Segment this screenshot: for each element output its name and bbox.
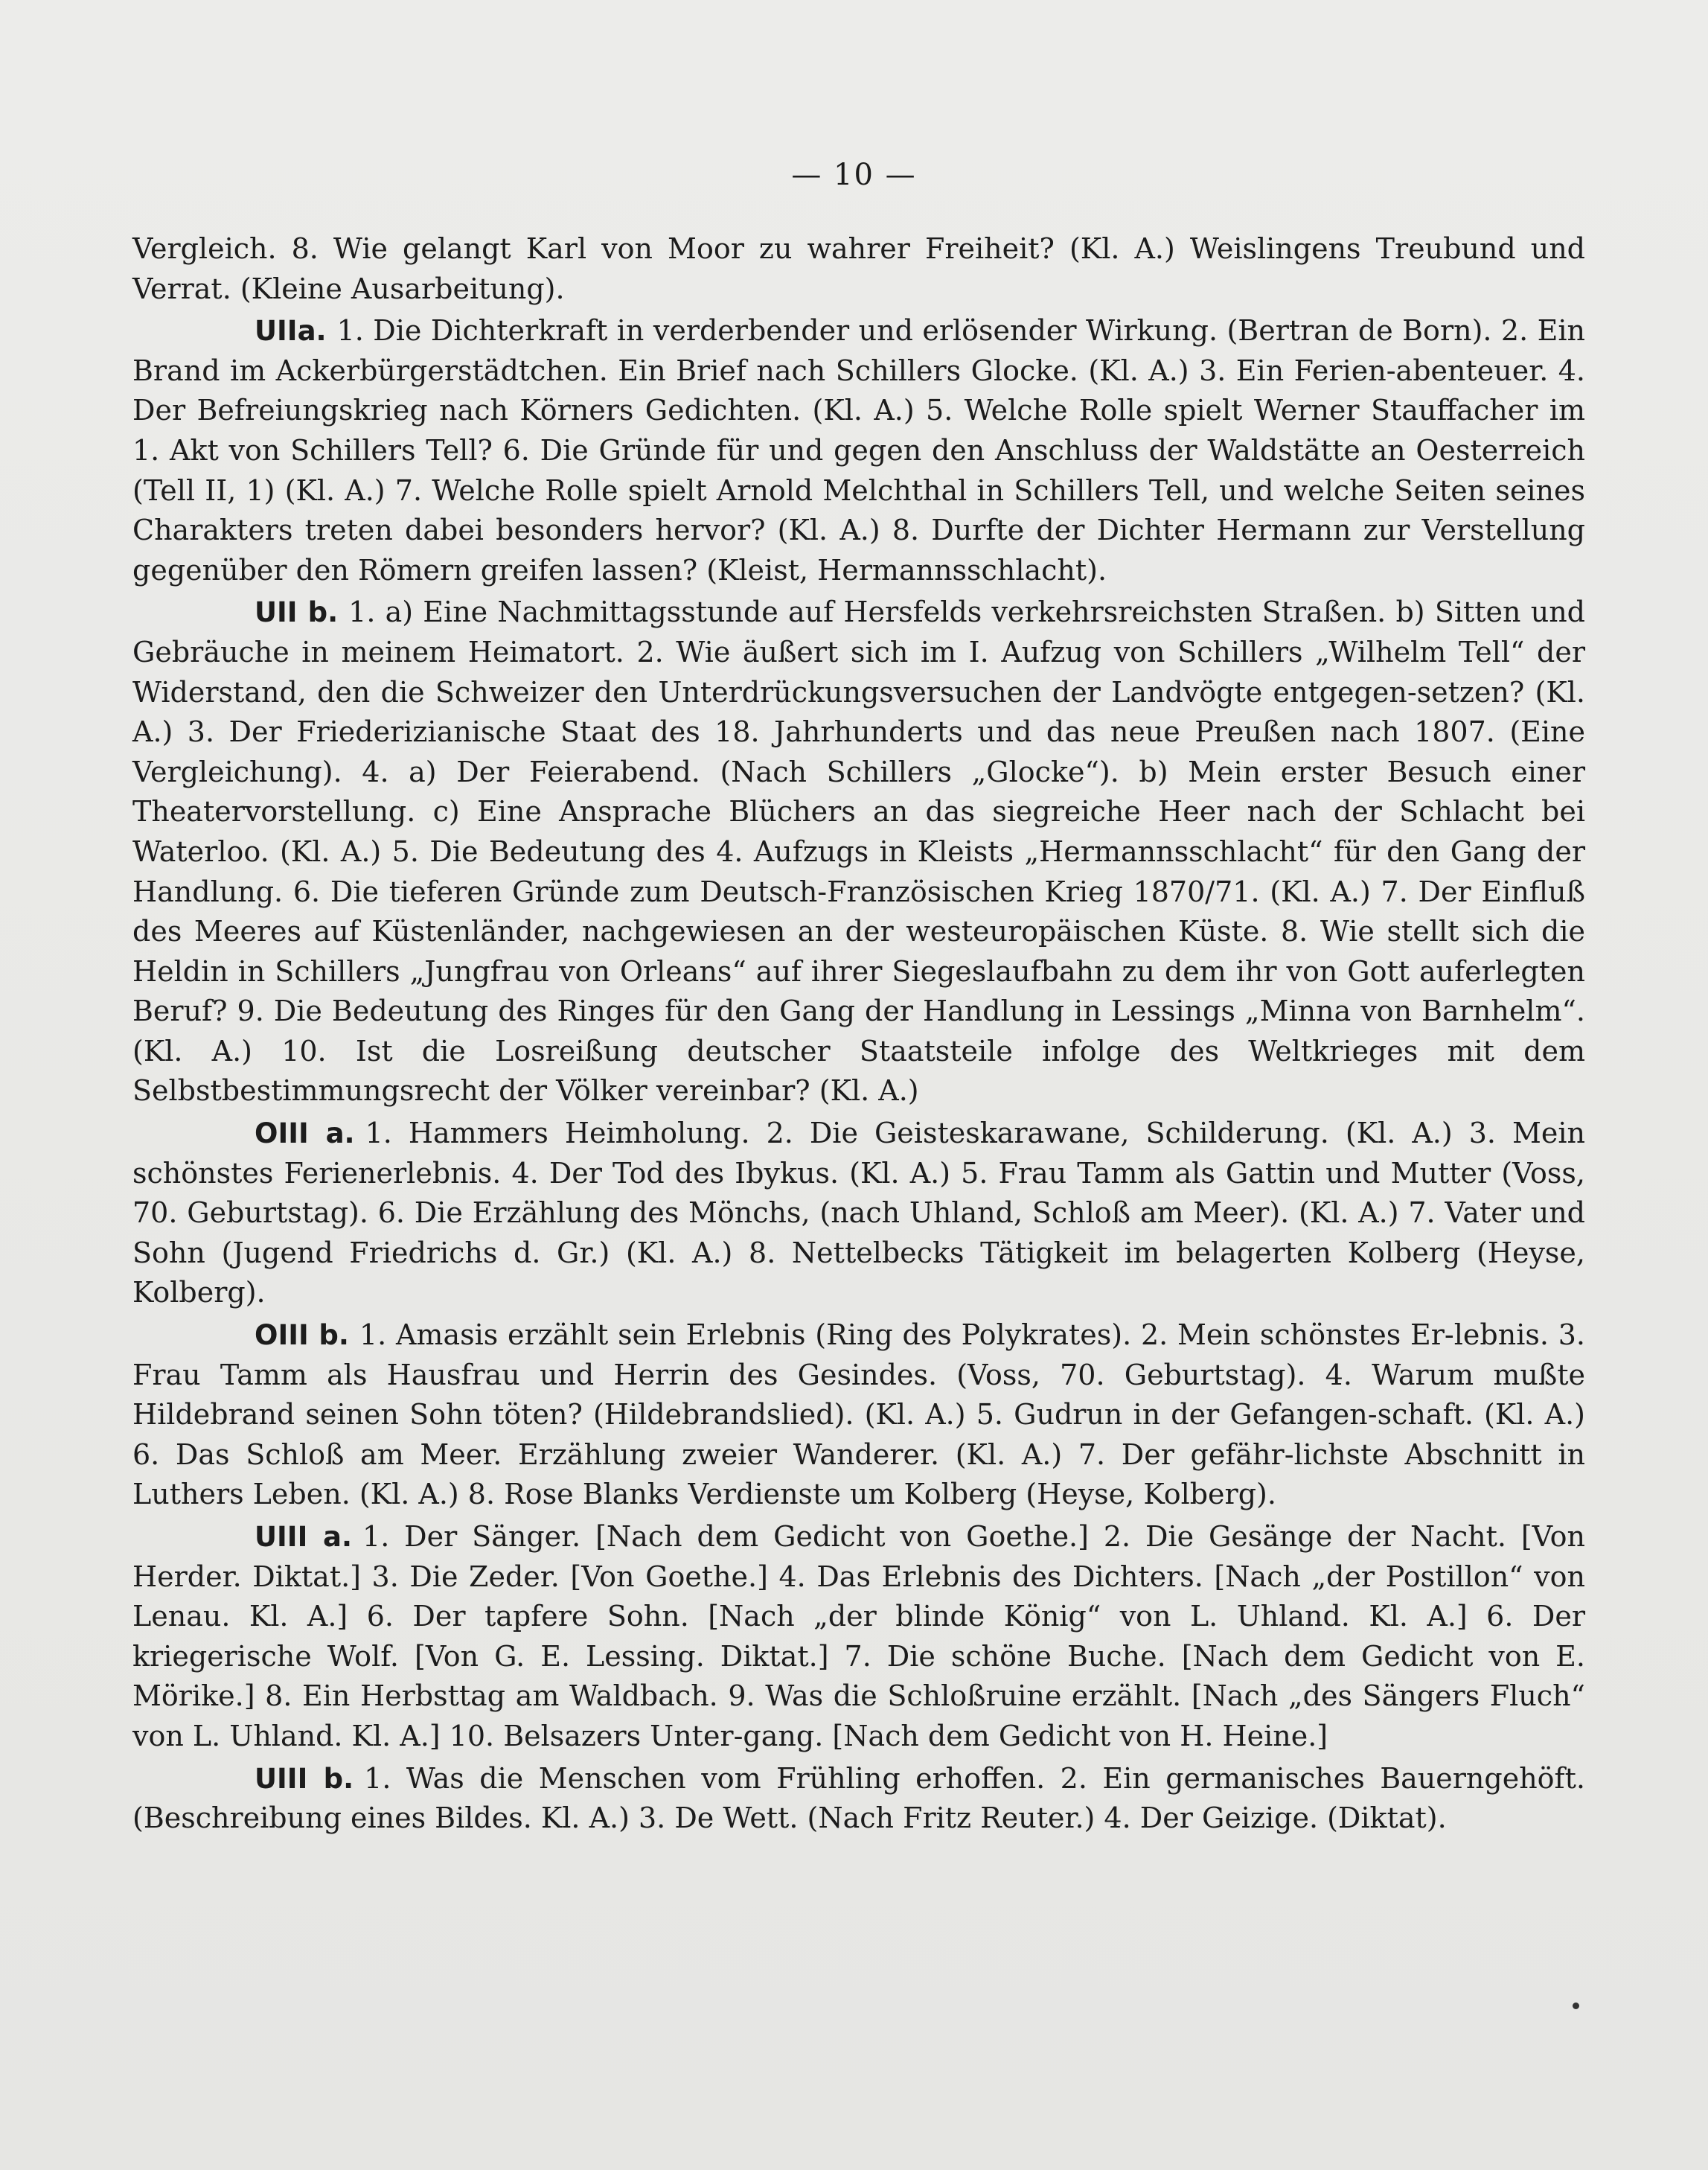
- paragraph-text: Vergleich. 8. Wie gelangt Karl von Moor zu wahrer Freiheit? (Kl. A.) Weislingens Treubund und Verrat. (Kleine Ausarbeitung).: [132, 232, 1585, 305]
- paragraph-oiiia: [132, 1114, 1585, 1313]
- class-label: OIII b.: [255, 1319, 349, 1352]
- class-label: UIII a.: [255, 1521, 353, 1553]
- document-body: [132, 229, 1585, 1841]
- paragraph-text: 1. a) Eine Nachmittagsstunde auf Hersfelds verkehrsreichsten Straßen. b) Sitten und Gebräuche in meinem Heimatort. 2. Wie äußert sich im I. Aufzug von Schillers „Wilhelm Tell“ der Widerstand, den die Schweizer den Unterdrückungsversuchen der Landvögte entgegen-setzen? (Kl. A.) 3. Der Friederizianische Staat des 18. Jahrhunderts und das neue Preußen nach 1807. (Eine Vergleichung). 4. a) Der Feierabend. (Nach Schillers „Glocke“). b) Mein erster Besuch einer Theatervorstellung. c) Eine Ansprache Blüchers an das siegreiche Heer nach der Schlacht bei Waterloo. (Kl. A.) 5. Die Bedeutung des 4. Aufzugs in Kleists „Hermannsschlacht“ für den Gang der Handlung. 6. Die tieferen Gründe zum Deutsch-Französischen Krieg 1870/71. (Kl. A.) 7. Der Einfluß des Meeres auf Küstenländer, nachgewiesen an der westeuropäischen Küste. 8. Wie stellt sich die Heldin in Schillers „Jungfrau von Orleans“ auf ihrer Siegeslaufbahn zu dem ihr von Gott auferlegten Beruf? 9. Die Bedeutung des Ringes für den Gang der Handlung in Lessings „Minna von Barnhelm“. (Kl. A.) 10. Ist die Losreißung deutscher Staatsteile infolge des Weltkrieges mit dem Selbstbestimmungsrecht der Völker vereinbar? (Kl. A.): [132, 596, 1585, 1108]
- paragraph-uiia: [132, 311, 1585, 590]
- paragraph-text: 1. Die Dichterkraft in verderbender und erlösender Wirkung. (Bertran de Born). 2. Ein Brand im Ackerbürgerstädtchen. Ein Brief nach Schillers Glocke. (Kl. A.) 3. Ein Ferien-abenteuer. 4. Der Befreiungskrieg nach Körners Gedichten. (Kl. A.) 5. Welche Rolle spielt Werner Stauffacher im 1. Akt von Schillers Tell? 6. Die Gründe für und gegen den Anschluss der Waldstätte an Oesterreich (Tell II, 1) (Kl. A.) 7. Welche Rolle spielt Arnold Melchthal in Schillers Tell, und welche Seiten seines Charakters treten dabei besonders hervor? (Kl. A.) 8. Durfte der Dichter Hermann zur Verstellung gegenüber den Römern greifen lassen? (Kleist, Hermannsschlacht).: [132, 314, 1585, 587]
- paragraph-uiiia: [132, 1517, 1585, 1757]
- paragraph-uiiib: [132, 1759, 1585, 1839]
- class-label: UIII b.: [255, 1762, 354, 1795]
- class-label: UII b.: [255, 596, 339, 629]
- paragraph-text: 1. Was die Menschen vom Frühling erhoffen. 2. Ein germanisches Bauerngehöft. (Beschreibung eines Bildes. Kl. A.) 3. De Wett. (Nach Fritz Reuter.) 4. Der Geizige. (Diktat).: [132, 1761, 1585, 1835]
- paragraph-text: 1. Hammers Heimholung. 2. Die Geisteskarawane, Schilderung. (Kl. A.) 3. Mein schönstes Ferienerlebnis. 4. Der Tod des Ibykus. (Kl. A.) 5. Frau Tamm als Gattin und Mutter (Voss, 70. Geburtstag). 6. Die Erzählung des Mönchs, (nach Uhland, Schloß am Meer). (Kl. A.) 7. Vater und Sohn (Jugend Friedrichs d. Gr.) (Kl. A.) 8. Nettelbecks Tätigkeit im belagerten Kolberg (Heyse, Kolberg).: [132, 1117, 1585, 1309]
- paragraph-uiib: [132, 593, 1585, 1111]
- class-label: OIII a.: [255, 1117, 355, 1150]
- paragraph-continuation: [132, 229, 1585, 309]
- class-label: UIIa.: [255, 315, 327, 348]
- paragraph-text: 1. Amasis erzählt sein Erlebnis (Ring des Polykrates). 2. Mein schönstes Er-lebnis. 3. Frau Tamm als Hausfrau und Herrin des Gesindes. (Voss, 70. Geburtstag). 4. Warum mußte Hildebrand seinen Sohn töten? (Hildebrandslied). (Kl. A.) 5. Gudrun in der Gefangen-schaft. (Kl. A.) 6. Das Schloß am Meer. Erzählung zweier Wanderer. (Kl. A.) 7. Der gefähr-lichste Abschnitt in Luthers Leben. (Kl. A.) 8. Rose Blanks Verdienste um Kolberg (Heyse, Kolberg).: [132, 1318, 1585, 1511]
- page-number: — 10 —: [791, 158, 917, 192]
- paragraph-oiiib: [132, 1315, 1585, 1515]
- ink-spot: [1573, 2003, 1579, 2009]
- paragraph-text: 1. Der Sänger. [Nach dem Gedicht von Goethe.] 2. Die Gesänge der Nacht. [Von Herder. Diktat.] 3. Die Zeder. [Von Goethe.] 4. Das Erlebnis des Dichters. [Nach „der Postillon“ von Lenau. Kl. A.] 6. Der tapfere Sohn. [Nach „der blinde König“ von L. Uhland. Kl. A.] 6. Der kriegerische Wolf. [Von G. E. Lessing. Diktat.] 7. Die schöne Buche. [Nach dem Gedicht von E. Mörike.] 8. Ein Herbsttag am Waldbach. 9. Was die Schloßruine erzählt. [Nach „des Sängers Fluch“ von L. Uhland. Kl. A.] 10. Belsazers Unter-gang. [Nach dem Gedicht von H. Heine.]: [132, 1520, 1585, 1752]
